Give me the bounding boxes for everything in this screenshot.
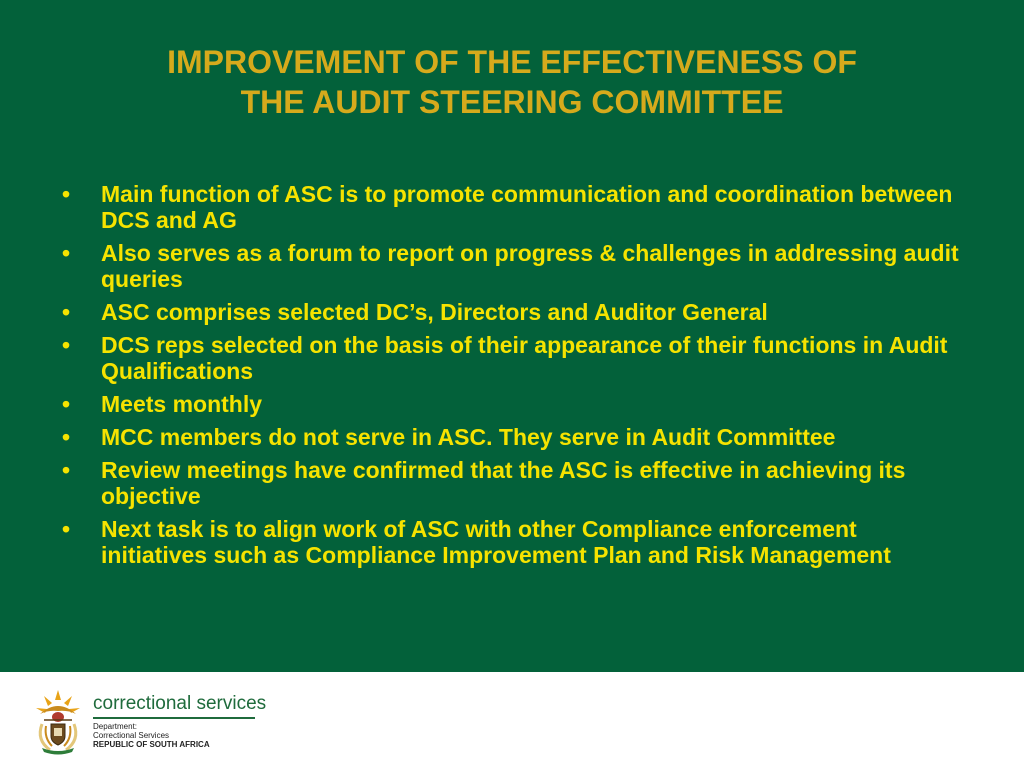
bullet-marker: • (62, 332, 71, 358)
bullet-marker: • (62, 424, 71, 450)
brand-divider (93, 717, 255, 719)
bullet-marker: • (62, 457, 71, 483)
bullet-marker: • (62, 240, 71, 266)
bullet-marker: • (62, 181, 71, 207)
bullet-text: Review meetings have confirmed that the ASC is effective in achieving its objective (101, 457, 906, 509)
bullet-list (62, 181, 962, 575)
footer (0, 672, 1024, 768)
bullet-text: Also serves as a forum to report on progress & challenges in addressing audit queries (101, 240, 959, 292)
bullet-item (62, 240, 962, 292)
department-line-1: Department: (93, 722, 138, 731)
brand-name: correctional services (93, 693, 267, 714)
bullet-item (62, 181, 962, 233)
bullet-item (62, 332, 962, 384)
bullet-text: MCC members do not serve in ASC. They serve in Audit Committee (101, 424, 836, 450)
bullet-text: Meets monthly (101, 391, 263, 417)
bullet-item (62, 299, 962, 325)
coat-of-arms-icon (30, 684, 86, 756)
slide-title-line-1: IMPROVEMENT OF THE EFFECTIVENESS OF (167, 44, 857, 80)
department-label (93, 722, 210, 749)
bullet-item (62, 391, 962, 417)
bullet-marker: • (62, 391, 71, 417)
department-line-3: REPUBLIC OF SOUTH AFRICA (93, 740, 210, 749)
bullet-text: Next task is to align work of ASC with other Compliance enforcement initiatives such as Compliance Improvement Plan and Risk Management (101, 516, 891, 568)
bullet-text: DCS reps selected on the basis of their appearance of their functions in Audit Qualifications (101, 332, 948, 384)
bullet-item (62, 457, 962, 509)
bullet-text: Main function of ASC is to promote communication and coordination between DCS and AG (101, 181, 953, 233)
bullet-marker: • (62, 299, 71, 325)
department-line-2: Correctional Services (93, 731, 170, 740)
bullet-text: ASC comprises selected DC’s, Directors and Auditor General (101, 299, 768, 325)
bullet-item (62, 516, 962, 568)
bullet-marker: • (62, 516, 71, 542)
bullet-item (62, 424, 962, 450)
slide-title (40, 42, 984, 122)
slide-title-line-2: THE AUDIT STEERING COMMITTEE (240, 84, 784, 120)
